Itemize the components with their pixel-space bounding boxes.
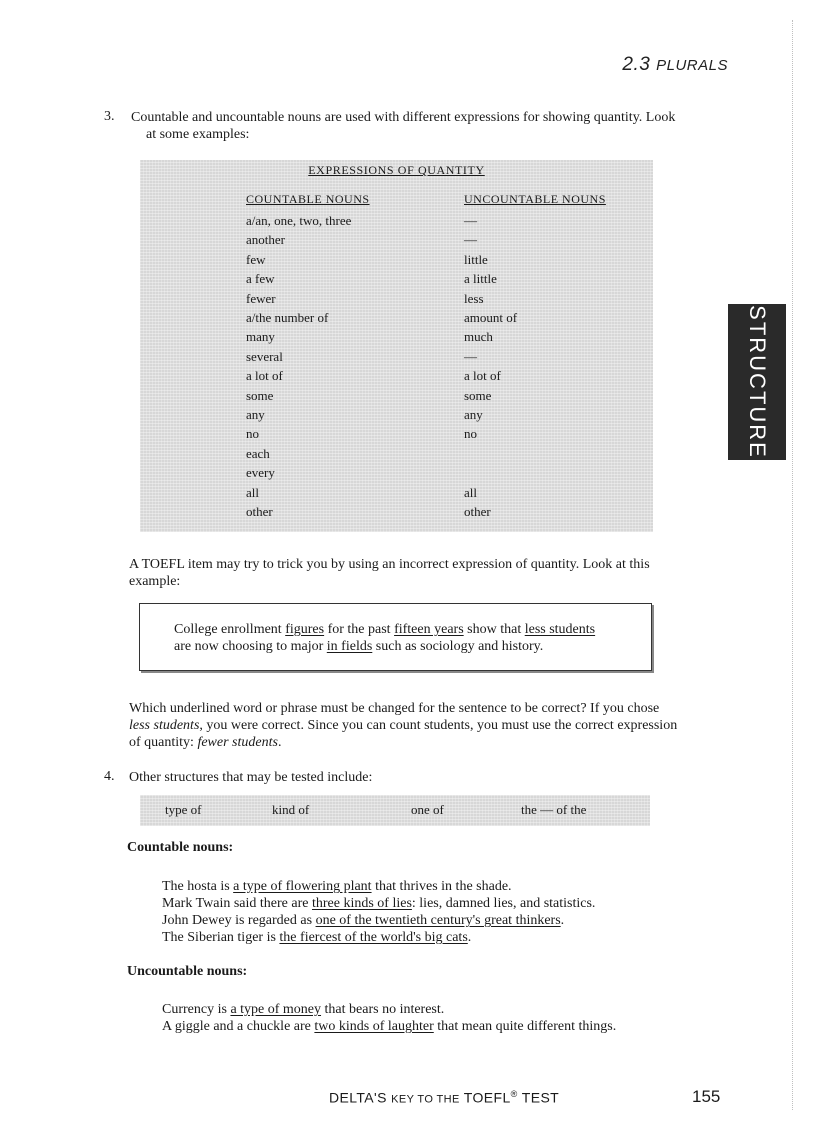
- countable-item: a/the number of: [246, 310, 329, 326]
- structure-item: the — of the: [521, 802, 587, 817]
- countable-item: each: [246, 445, 270, 461]
- example-sentence: College enrollment figures for the past fifteen years show that less students are now choosing to major in fields such as sociology and history.: [174, 622, 596, 654]
- underlined-option: figures: [285, 622, 325, 637]
- point-3-number: 3.: [104, 109, 115, 124]
- countable-item: fewer: [246, 290, 276, 306]
- uncountable-item: amount of: [464, 310, 518, 326]
- countable-item: another: [246, 232, 285, 248]
- countable-item: a/an, one, two, three: [246, 213, 352, 228]
- countable-item: many: [246, 329, 275, 345]
- uncountable-item: all: [464, 484, 477, 500]
- page-edge-line: [792, 20, 793, 1110]
- structure-item: one of: [411, 802, 444, 817]
- structure-item: kind of: [272, 802, 310, 817]
- example-line: Currency is a type of money that bears no interest.: [162, 1002, 445, 1017]
- quantity-table-title: EXPRESSIONS OF QUANTITY: [308, 163, 485, 177]
- example-line: John Dewey is regarded as one of the twentieth century's great thinkers.: [162, 913, 565, 928]
- uncountable-item: —: [464, 348, 477, 364]
- example-line: The Siberian tiger is the fiercest of the world's big cats.: [162, 930, 472, 945]
- uncountable-list: [464, 211, 517, 522]
- underlined-option: less students: [524, 622, 596, 637]
- countable-item: any: [246, 407, 265, 423]
- countable-item: a lot of: [246, 368, 283, 384]
- section-title: PLURALS: [656, 57, 728, 74]
- countable-item: a few: [246, 271, 275, 287]
- example-line: The hosta is a type of flowering plant that thrives in the shade.: [162, 879, 512, 894]
- section-number: 2.3: [622, 54, 651, 75]
- footer-title: DELTA'S KEY TO THE TOEFL® TEST: [329, 1089, 560, 1106]
- structure-side-tab: [728, 304, 786, 460]
- trick-text: A TOEFL item may try to trick you by using an incorrect expression of quantity. Look at this example:: [129, 557, 650, 589]
- uncountable-heading: Uncountable nouns:: [127, 964, 248, 979]
- section-header: [622, 54, 728, 76]
- countable-heading: Countable nouns:: [127, 840, 234, 855]
- countable-item: other: [246, 504, 273, 520]
- uncountable-item: much: [464, 329, 493, 345]
- structure-item: type of: [165, 802, 202, 817]
- countable-examples: [162, 878, 595, 946]
- countable-item: all: [246, 484, 259, 500]
- side-tab-label: STRUCTURE: [745, 305, 770, 459]
- answer-paragraph: Which underlined word or phrase must be changed for the sentence to be correct? If you chose less students, you were correct. Since you can count students, you must use the correct expression of quantity: fewer students.: [129, 701, 678, 750]
- page-number: 155: [692, 1087, 721, 1106]
- quantity-table: [140, 160, 653, 532]
- uncountable-item: a little: [464, 271, 497, 287]
- countable-item: every: [246, 465, 275, 481]
- uncountable-examples: [162, 1001, 616, 1035]
- countable-item: some: [246, 387, 274, 403]
- uncountable-item: other: [464, 504, 491, 520]
- uncountable-item: [464, 463, 517, 482]
- countable-header: COUNTABLE NOUNS: [246, 192, 370, 206]
- uncountable-item: —: [464, 232, 477, 248]
- countable-item: few: [246, 251, 266, 267]
- countable-list: [246, 211, 351, 522]
- point-4-number: 4.: [104, 769, 115, 784]
- structures-bar: [140, 795, 650, 826]
- underlined-option: fifteen years: [394, 622, 464, 637]
- uncountable-item: any: [464, 407, 483, 423]
- uncountable-item: —: [464, 213, 477, 228]
- example-line: Mark Twain said there are three kinds of lies: lies, damned lies, and statistics.: [162, 896, 596, 911]
- uncountable-header: UNCOUNTABLE NOUNS: [464, 192, 606, 206]
- example-line: A giggle and a chuckle are two kinds of laughter that mean quite different things.: [162, 1019, 617, 1034]
- uncountable-item: less: [464, 290, 484, 306]
- uncountable-item: a lot of: [464, 368, 501, 384]
- countable-item: no: [246, 426, 259, 442]
- example-box: [139, 603, 652, 671]
- uncountable-item: [464, 444, 517, 463]
- countable-item: several: [246, 348, 283, 364]
- underlined-option: in fields: [326, 639, 373, 654]
- uncountable-item: some: [464, 387, 492, 403]
- uncountable-item: no: [464, 426, 477, 442]
- point-4-text: Other structures that may be tested include:: [129, 770, 373, 785]
- point-3-intro: Countable and uncountable nouns are used with different expressions for showing quantity. Look at some examples:: [131, 110, 676, 142]
- uncountable-item: little: [464, 251, 488, 267]
